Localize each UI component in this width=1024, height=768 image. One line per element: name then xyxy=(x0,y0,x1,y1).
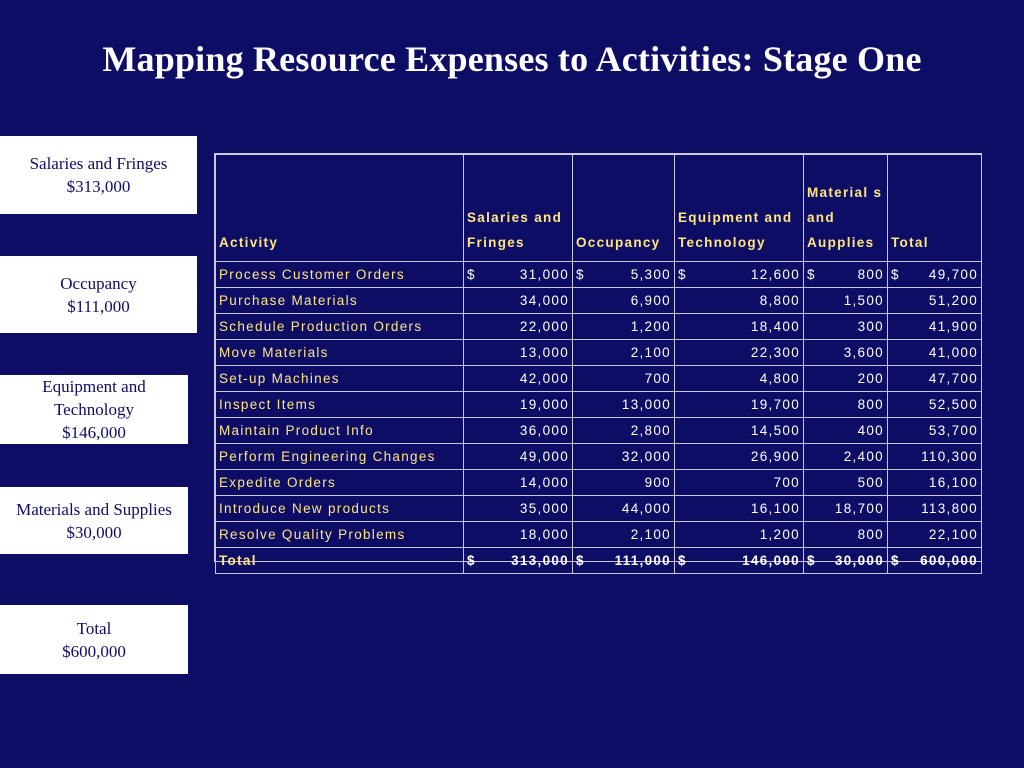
cell-occupancy xyxy=(573,262,675,288)
cell-occupancy: 6,900 xyxy=(573,288,675,314)
cell-total: 53,700 xyxy=(888,418,982,444)
resource-label: Equipment and xyxy=(42,377,146,396)
cell-equipment: 19,700 xyxy=(675,392,804,418)
cell-salaries: 42,000 xyxy=(464,366,573,392)
table-row xyxy=(216,262,982,288)
cell-total xyxy=(888,262,982,288)
cell-total: 52,500 xyxy=(888,392,982,418)
cell-amount: 31,000 xyxy=(519,267,569,282)
header-occupancy: Occupancy xyxy=(573,155,675,262)
resource-box-equipment xyxy=(0,375,188,444)
cell-salaries: 13,000 xyxy=(464,340,573,366)
slide-title: Mapping Resource Expenses to Activities: Stage One xyxy=(102,39,922,79)
cell-occupancy: 2,800 xyxy=(573,418,675,444)
cell-occupancy: 1,200 xyxy=(573,314,675,340)
resource-label-line2: Technology xyxy=(53,400,134,419)
cell-occupancy: 44,000 xyxy=(573,496,675,522)
cell-equipment: 18,400 xyxy=(675,314,804,340)
currency-symbol: $ xyxy=(576,553,585,568)
resource-label: Total xyxy=(76,618,112,638)
cell-materials: 800 xyxy=(804,392,888,418)
table-row xyxy=(216,418,982,444)
table-total-row xyxy=(216,548,982,574)
currency-symbol: $ xyxy=(576,267,585,282)
cell-occupancy: 2,100 xyxy=(573,522,675,548)
cell-equipment: 14,500 xyxy=(675,418,804,444)
cell-amount: 5,300 xyxy=(630,267,671,282)
cell-salaries: 35,000 xyxy=(464,496,573,522)
currency-symbol: $ xyxy=(807,553,816,568)
resource-amount: $313,000 xyxy=(66,177,131,196)
currency-symbol: $ xyxy=(467,553,476,568)
table-header-row xyxy=(216,155,982,262)
cell-occupancy: 900 xyxy=(573,470,675,496)
cell-total: 41,000 xyxy=(888,340,982,366)
table-row xyxy=(216,444,982,470)
resource-label: Materials and Supplies xyxy=(16,499,172,519)
table-row xyxy=(216,392,982,418)
cell-salaries: 19,000 xyxy=(464,392,573,418)
resource-amount: $146,000 xyxy=(62,423,126,442)
resource-box-total xyxy=(0,605,188,674)
table-row xyxy=(216,522,982,548)
header-materials: Material s and Aupplies xyxy=(804,155,888,262)
cell-activity: Resolve Quality Problems xyxy=(216,522,464,548)
cell-materials: 1,500 xyxy=(804,288,888,314)
currency-symbol: $ xyxy=(807,267,816,282)
activity-cost-table xyxy=(215,154,982,574)
cell-amount: 12,600 xyxy=(750,267,800,282)
header-activity: Activity xyxy=(216,155,464,262)
cell-materials: 400 xyxy=(804,418,888,444)
cell-total-total xyxy=(888,548,982,574)
resource-amount: $30,000 xyxy=(66,522,122,542)
header-equipment: Equipment and Technology xyxy=(675,155,804,262)
cell-salaries: 49,000 xyxy=(464,444,573,470)
cell-total-occupancy xyxy=(573,548,675,574)
resource-label: Salaries and Fringes xyxy=(29,154,168,173)
currency-symbol: $ xyxy=(678,553,687,568)
currency-symbol: $ xyxy=(891,553,900,568)
cell-amount: 600,000 xyxy=(920,553,978,568)
cell-activity: Process Customer Orders xyxy=(216,262,464,288)
cell-activity: Inspect Items xyxy=(216,392,464,418)
cell-total: 41,900 xyxy=(888,314,982,340)
cell-activity: Total xyxy=(216,548,464,574)
table-row xyxy=(216,470,982,496)
cell-occupancy: 32,000 xyxy=(573,444,675,470)
cell-salaries: 36,000 xyxy=(464,418,573,444)
cell-total: 113,800 xyxy=(888,496,982,522)
cell-materials: 300 xyxy=(804,314,888,340)
table-row xyxy=(216,496,982,522)
cell-activity: Move Materials xyxy=(216,340,464,366)
cell-occupancy: 700 xyxy=(573,366,675,392)
resource-box-salaries xyxy=(0,136,197,214)
table-row xyxy=(216,366,982,392)
resource-label: Occupancy xyxy=(60,273,137,293)
cell-amount: 313,000 xyxy=(511,553,569,568)
cell-amount: 146,000 xyxy=(742,553,800,568)
table-row xyxy=(216,288,982,314)
resource-amount: $600,000 xyxy=(62,641,126,661)
cell-activity: Purchase Materials xyxy=(216,288,464,314)
cell-salaries: 34,000 xyxy=(464,288,573,314)
cell-salaries xyxy=(464,262,573,288)
table-row xyxy=(216,314,982,340)
cell-materials: 500 xyxy=(804,470,888,496)
cell-equipment: 4,800 xyxy=(675,366,804,392)
cell-total: 16,100 xyxy=(888,470,982,496)
cell-activity: Expedite Orders xyxy=(216,470,464,496)
cell-equipment: 16,100 xyxy=(675,496,804,522)
cell-equipment: 26,900 xyxy=(675,444,804,470)
cell-materials: 800 xyxy=(804,522,888,548)
cell-total: 110,300 xyxy=(888,444,982,470)
cell-materials: 2,400 xyxy=(804,444,888,470)
cell-equipment: 8,800 xyxy=(675,288,804,314)
header-total: Total xyxy=(888,155,982,262)
cell-amount: 49,700 xyxy=(928,267,978,282)
cell-amount: 800 xyxy=(857,267,884,282)
table-row xyxy=(216,340,982,366)
cell-total-materials xyxy=(804,548,888,574)
resource-box-occupancy xyxy=(0,256,197,333)
cell-occupancy: 13,000 xyxy=(573,392,675,418)
cell-activity: Introduce New products xyxy=(216,496,464,522)
cell-activity: Maintain Product Info xyxy=(216,418,464,444)
activity-table-container xyxy=(214,153,982,568)
resource-amount: $111,000 xyxy=(67,296,130,316)
cell-equipment xyxy=(675,262,804,288)
currency-symbol: $ xyxy=(678,267,687,282)
cell-equipment: 22,300 xyxy=(675,340,804,366)
cell-materials: 3,600 xyxy=(804,340,888,366)
cell-amount: 30,000 xyxy=(834,553,884,568)
cell-materials: 200 xyxy=(804,366,888,392)
cell-total-equipment xyxy=(675,548,804,574)
cell-salaries: 14,000 xyxy=(464,470,573,496)
cell-activity: Set-up Machines xyxy=(216,366,464,392)
cell-activity: Perform Engineering Changes xyxy=(216,444,464,470)
cell-activity: Schedule Production Orders xyxy=(216,314,464,340)
cell-equipment: 1,200 xyxy=(675,522,804,548)
cell-salaries: 18,000 xyxy=(464,522,573,548)
currency-symbol: $ xyxy=(891,267,900,282)
cell-materials xyxy=(804,262,888,288)
cell-materials: 18,700 xyxy=(804,496,888,522)
cell-total: 22,100 xyxy=(888,522,982,548)
currency-symbol: $ xyxy=(467,267,476,282)
cell-total-salaries xyxy=(464,548,573,574)
header-salaries: Salaries and Fringes xyxy=(464,155,573,262)
cell-occupancy: 2,100 xyxy=(573,340,675,366)
resource-box-materials xyxy=(0,487,188,554)
cell-salaries: 22,000 xyxy=(464,314,573,340)
cell-equipment: 700 xyxy=(675,470,804,496)
cell-amount: 111,000 xyxy=(614,553,671,568)
cell-total: 47,700 xyxy=(888,366,982,392)
table-body xyxy=(216,262,982,574)
cell-total: 51,200 xyxy=(888,288,982,314)
